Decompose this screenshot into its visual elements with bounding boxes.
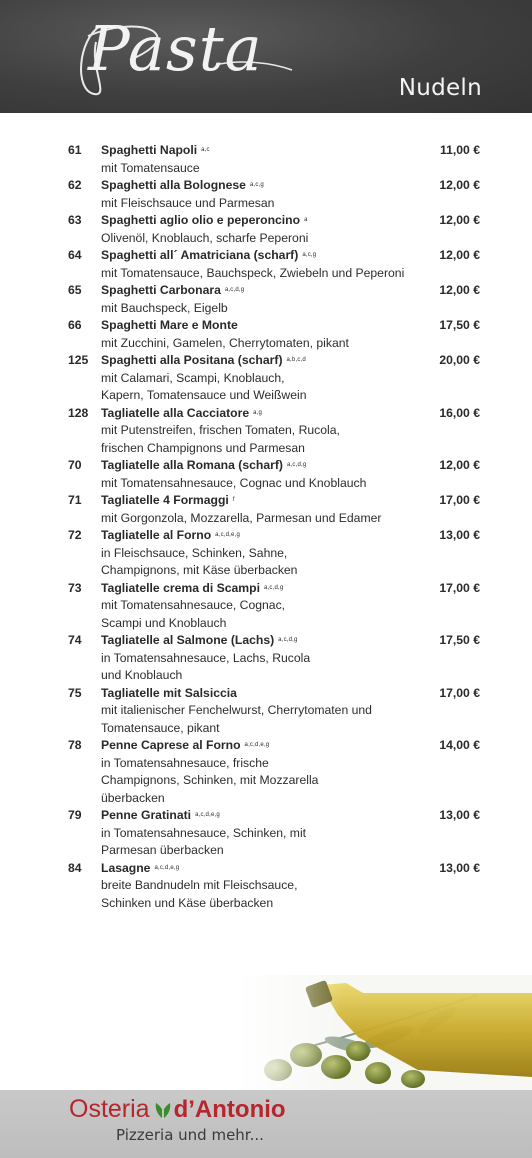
menu-item-name-text: Penne Caprese al Forno (101, 738, 241, 752)
menu-item-allergens: a,c,g (249, 182, 264, 189)
menu-item-header (0, 527, 532, 545)
menu-item-name (101, 685, 237, 703)
menu-item-header (0, 142, 532, 160)
menu-item (0, 492, 532, 527)
menu-item-header (0, 737, 532, 755)
menu-item-price: 14,00 € (439, 738, 480, 752)
menu-item-number: 66 (68, 318, 82, 332)
menu-item-number: 79 (68, 808, 82, 822)
menu-item-header (0, 177, 532, 195)
menu-item-description: Tomatensauce, pikant (101, 720, 220, 735)
menu-item (0, 737, 532, 807)
menu-item-description: mit Tomatensauce (101, 160, 200, 175)
menu-item-name-text: Lasagne (101, 860, 151, 875)
menu-item-description: Champignons, Schinken, mit Mozzarella (101, 773, 319, 787)
menu-item-description: in Fleischsauce, Schinken, Sahne, (101, 545, 288, 560)
menu-item-name-text: Spaghetti alla Bolognese (101, 178, 246, 192)
menu-item (0, 807, 532, 860)
menu-item-price: 17,00 € (439, 580, 480, 595)
menu-item-description: in Tomatensahnesauce, Lachs, Rucola (101, 650, 311, 665)
menu-item-description: mit italienischer Fenchelwurst, Cherrytomaten und (101, 703, 372, 717)
menu-item-header (0, 457, 532, 475)
menu-item-description: überbacken (101, 790, 165, 805)
menu-item (0, 352, 532, 405)
menu-item-description: in Tomatensahnesauce, Schinken, mit (101, 825, 307, 840)
brand-footer (0, 1090, 532, 1158)
menu-item-allergens: a,c,d,e,g (244, 742, 270, 749)
menu-item-description: Olivenöl, Knoblauch, scharfe Peperoni (101, 230, 309, 245)
menu-item-description: in Tomatensahnesauce, frische (101, 755, 269, 770)
menu-item-name-text: Spaghetti Mare e Monte (101, 318, 238, 332)
leaf-heart-icon (154, 1100, 172, 1120)
menu-item-name-text: Spaghetti aglio olio e peperoncino (101, 213, 301, 227)
menu-item-description: mit Bauchspeck, Eigelb (101, 300, 228, 315)
menu-item-name (101, 492, 235, 510)
menu-item-price: 12,00 € (439, 458, 480, 472)
menu-item (0, 860, 532, 913)
menu-item-name (101, 247, 316, 265)
menu-item-name-text: Spaghetti Napoli (101, 143, 198, 157)
menu-item-number: 78 (68, 738, 82, 752)
menu-item-description: frischen Champignons und Parmesan (101, 440, 305, 455)
menu-item-allergens: a,c,d,g (263, 584, 284, 591)
menu-item (0, 177, 532, 212)
menu-item-price: 11,00 € (440, 143, 480, 157)
menu-item (0, 457, 532, 492)
menu-item-header (0, 580, 532, 598)
menu-item-name-text: Tagliatelle al Forno (101, 528, 212, 542)
menu-item-allergens: a,c,d,e,g (195, 812, 220, 819)
menu-item-number: 71 (68, 493, 82, 507)
olive-oil-decoration (238, 975, 532, 1090)
menu-item-price: 17,00 € (439, 685, 480, 700)
menu-item-description: Parmesan überbacken (101, 843, 224, 857)
menu-item-name-text: Spaghetti Carbonara (101, 283, 221, 297)
menu-item-name-text: Tagliatelle alla Cacciatore (101, 405, 250, 420)
menu-item-allergens: a,c,d,e,g (154, 864, 180, 871)
menu-item-price: 17,50 € (439, 318, 480, 332)
menu-item-name-text: Tagliatelle alla Romana (scharf) (101, 458, 283, 472)
menu-item-number: 128 (68, 405, 89, 420)
menu-item-description: Scampi und Knoblauch (101, 615, 227, 630)
menu-item (0, 405, 532, 458)
menu-item-description: Schinken und Käse überbacken (101, 895, 274, 910)
menu-item-number: 64 (68, 248, 82, 262)
menu-item-description: mit Gorgonzola, Mozzarella, Parmesan und Edamer (101, 510, 382, 525)
menu-item-header (0, 317, 532, 335)
menu-item-name (101, 282, 244, 300)
menu-item-number: 72 (68, 528, 82, 542)
brand-name-dantonio: d’Antonio (173, 1096, 286, 1123)
menu-item-allergens: a,b,c,d (286, 357, 306, 364)
menu-item-header (0, 405, 532, 423)
menu-item-name (101, 632, 298, 650)
menu-item (0, 212, 532, 247)
menu-item-price: 20,00 € (439, 353, 480, 367)
menu-item-name (101, 317, 238, 335)
menu-item-name (101, 807, 220, 825)
menu-item-description: mit Calamari, Scampi, Knoblauch, (101, 370, 285, 385)
menu-item-name-text: Spaghetti all´ Amatriciana (scharf) (101, 248, 299, 262)
menu-item-price: 17,50 € (439, 633, 480, 647)
menu-item-header (0, 352, 532, 370)
menu-item-name (101, 860, 179, 878)
menu-item-header (0, 247, 532, 265)
menu-item-header (0, 807, 532, 825)
page-header (0, 0, 532, 113)
menu-item-number: 125 (68, 353, 89, 367)
menu-item-number: 63 (68, 213, 82, 227)
menu-item-header (0, 632, 532, 650)
menu-item-description: mit Putenstreifen, frischen Tomaten, Rucola, (101, 423, 340, 437)
menu-item-number: 61 (68, 143, 82, 157)
menu-item-description: Champignons, mit Käse überbacken (101, 563, 298, 577)
menu-item-name-text: Penne Gratinati (101, 808, 192, 822)
menu-item (0, 142, 532, 177)
menu-item-name (101, 527, 240, 545)
brand-tagline: Pizzeria und mehr... (116, 1126, 264, 1144)
menu-item-name-text: Tagliatelle al Salmone (Lachs) (101, 633, 275, 647)
section-subtitle: Nudeln (398, 75, 482, 101)
menu-item-name (101, 177, 264, 195)
menu-item-price: 12,00 € (439, 178, 480, 192)
menu-item (0, 580, 532, 633)
menu-item-name (101, 142, 210, 160)
menu-item-name-text: Tagliatelle mit Salsiccia (101, 685, 237, 700)
menu-item-allergens: f (232, 497, 235, 504)
menu-item-price: 12,00 € (439, 283, 480, 297)
menu-item-header (0, 282, 532, 300)
menu-item-name-text: Tagliatelle crema di Scampi (101, 580, 260, 595)
menu-item-description: Kapern, Tomatensauce und Weißwein (101, 388, 307, 402)
menu-item-name (101, 737, 269, 755)
menu-item-number: 84 (68, 860, 82, 875)
menu-item-number: 74 (68, 633, 82, 647)
menu-item-description: mit Tomatensahnesauce, Cognac, (101, 598, 286, 612)
menu-item (0, 282, 532, 317)
menu-item-description: und Knoblauch (101, 668, 183, 682)
menu-item-price: 13,00 € (439, 808, 480, 822)
menu-item-price: 13,00 € (439, 528, 480, 542)
olive-oil-bottle-icon (238, 975, 532, 1090)
menu-item-allergens: a,c,g (302, 252, 317, 259)
menu-item-price: 12,00 € (439, 248, 480, 262)
menu-item-number: 65 (68, 283, 82, 297)
menu-item-price: 16,00 € (439, 405, 480, 420)
brand-logo (69, 1097, 286, 1122)
menu-item-price: 12,00 € (439, 213, 480, 227)
menu-item-allergens: a,c (201, 147, 210, 154)
menu-item-header (0, 685, 532, 703)
section-title: Pasta (88, 12, 263, 85)
brand-name-osteria: Osteria (69, 1095, 150, 1123)
menu-item-allergens: a,c,d,e,g (215, 532, 240, 539)
menu-item (0, 685, 532, 738)
menu-item-allergens: a,c,d,g (278, 637, 298, 644)
menu-item-header (0, 492, 532, 510)
menu-item-name-text: Spaghetti alla Positana (scharf) (101, 353, 283, 367)
menu-item-allergens: a,g (253, 409, 263, 416)
menu-item-description: mit Fleischsauce und Parmesan (101, 195, 275, 210)
menu-item-allergens: a,c,d,g (224, 287, 245, 294)
menu-item-description: mit Tomatensauce, Bauchspeck, Zwiebeln und Peperoni (101, 265, 405, 280)
menu-item-allergens: a (304, 217, 308, 224)
menu-item (0, 247, 532, 282)
pasta-menu-list (0, 142, 532, 912)
menu-item-price: 13,00 € (439, 860, 480, 875)
menu-item-header (0, 212, 532, 230)
menu-item-number: 75 (68, 685, 82, 700)
menu-item-description: breite Bandnudeln mit Fleischsauce, (101, 878, 298, 892)
menu-item-allergens: a,c,d,g (286, 462, 307, 469)
menu-item (0, 632, 532, 685)
menu-item-number: 73 (68, 580, 82, 595)
menu-item-number: 62 (68, 178, 82, 192)
menu-item-name-text: Tagliatelle 4 Formaggi (101, 493, 229, 507)
menu-item-header (0, 860, 532, 878)
menu-item-number: 70 (68, 458, 82, 472)
menu-item-name (101, 352, 306, 370)
menu-item-price: 17,00 € (439, 493, 480, 507)
menu-item-name (101, 212, 308, 230)
menu-item-name (101, 580, 283, 598)
menu-item-name (101, 457, 306, 475)
menu-item (0, 317, 532, 352)
menu-item (0, 527, 532, 580)
menu-item-description: mit Tomatensahnesauce, Cognac und Knoblauch (101, 475, 367, 490)
menu-item-name (101, 405, 262, 423)
menu-item-description: mit Zucchini, Gamelen, Cherrytomaten, pikant (101, 335, 349, 350)
